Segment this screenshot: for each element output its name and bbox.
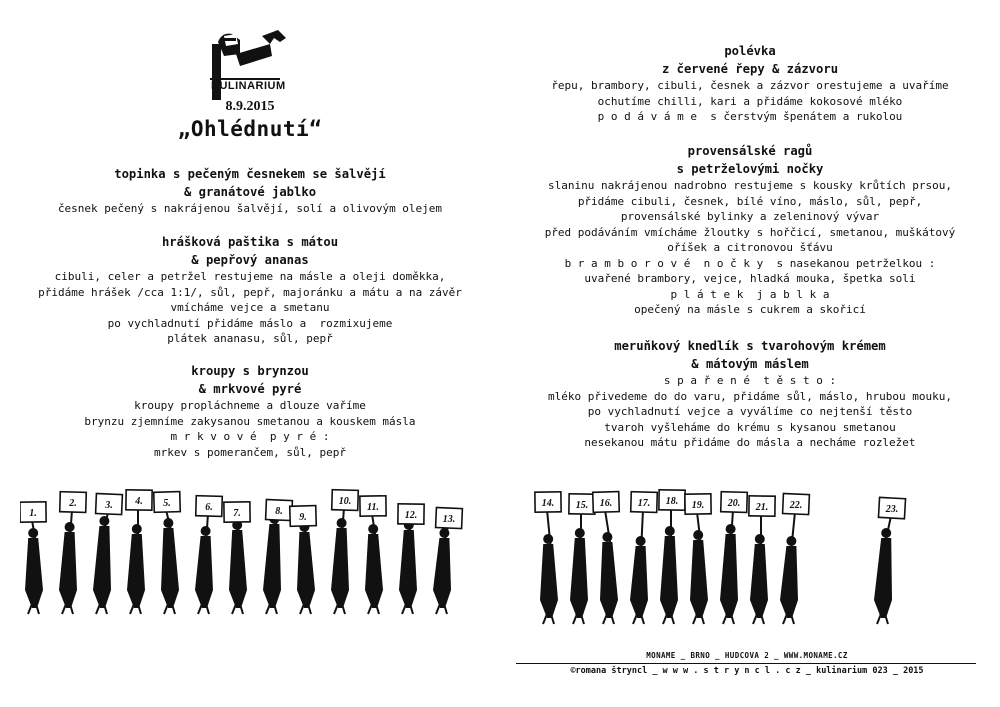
recipe-line: ochutíme chilli, kari a přidáme kokosové mléko <box>597 94 903 108</box>
dish-knedlik <box>500 337 1000 451</box>
sign-number: 5. <box>163 498 171 509</box>
recipe-line: brynzu zjemníme zakysanou smetanou a kouskem másla <box>84 414 416 428</box>
sign-number: 22. <box>789 500 803 511</box>
recipe-line: přidáme cibuli, česnek, bílé víno, máslo, sůl, pepř, <box>577 194 923 208</box>
recipe-line: p o d á v á m e s čerstvým špenátem a rukolou <box>597 110 903 123</box>
sign-figure <box>93 494 122 614</box>
dish-name: kroupy s brynzou <box>191 364 309 378</box>
sign-figure <box>630 492 657 624</box>
sign-number: 23. <box>885 504 899 515</box>
recipe-line: nesekanou mátu přidáme do másla a necháme rozležet <box>584 436 916 449</box>
recipe-line: mléko přivedeme do do varu, přidáme sůl, máslo, hrubou mouku, <box>548 389 952 403</box>
recipe-line: česnek pečený s nakrájenou šalvějí, solí a olivovým olejem <box>57 202 443 215</box>
footer-credit: ©romana štryncl _ w w w . s t r y n c l . c z _ kulinarium 023 _ 2015 <box>570 666 924 676</box>
sign-number: 20. <box>727 498 741 509</box>
recipe-line: přidáme hrášek /cca 1:1/, sůl, pepř, majoránku a mátu a na závěr <box>38 285 462 299</box>
recipe-line: b r a m b o r o v é n o č k y s nasekanou petrželkou : <box>564 256 936 270</box>
sign-number: 11. <box>367 502 379 513</box>
sign-number: 1. <box>29 508 37 519</box>
sign-figure <box>659 490 685 624</box>
sign-figure <box>360 496 386 614</box>
sign-number: 13. <box>442 514 456 525</box>
recipe-line: mrkev s pomerančem, sůl, pepř <box>153 445 347 459</box>
recipe-line: m r k v o v é p y r é : <box>170 430 330 443</box>
sign-number: 14. <box>541 498 555 509</box>
sign-number: 4. <box>135 496 143 507</box>
sign-figure <box>780 494 809 624</box>
logo-text: KULINARIUM <box>211 80 286 92</box>
footer-divider <box>516 663 976 664</box>
sign-number: 10. <box>338 496 352 507</box>
dish-kroupy <box>0 362 500 460</box>
dish-ragu <box>500 142 1000 318</box>
dish-name: hrášková paštika s mátou <box>161 235 339 249</box>
recipe-line: řepu, brambory, cibuli, česnek a zázvor orestujeme a uvaříme <box>551 79 949 92</box>
sign-number: 18. <box>665 496 679 507</box>
sign-figure <box>59 492 86 614</box>
sign-figure <box>433 508 462 614</box>
sign-figure <box>290 506 317 614</box>
dish-name: & pepřový ananas <box>191 253 309 267</box>
recipe-line: cibuli, celer a petržel restujeme na másle a oleji doměkka, <box>54 270 446 283</box>
sign-figure <box>749 496 775 624</box>
sign-number: 6. <box>205 502 213 513</box>
recipe-line: oříšek a citronovou šťávu <box>667 241 833 254</box>
sign-figure <box>398 504 424 614</box>
recipe-line: p l á t e k j a b l k a <box>670 287 830 301</box>
sign-number: 2. <box>69 498 77 509</box>
sign-figure <box>535 492 561 624</box>
recipe-line: uvařené brambory, vejce, hladká mouka, špetka soli <box>584 272 916 285</box>
figures-illustration-left <box>20 478 480 628</box>
sign-number: 16. <box>599 498 613 509</box>
sign-figure <box>593 492 620 624</box>
dish-name: z červené řepy & zázvoru <box>661 62 839 76</box>
recipe-line: před podáváním vmícháme žloutky s hořčicí, smetanou, muškátový <box>544 225 956 239</box>
sign-figure <box>263 500 292 614</box>
sign-number: 7. <box>233 508 241 519</box>
dish-name: polévka <box>724 44 776 58</box>
dish-name: meruňkový knedlík s tvarohovým krémem <box>614 339 886 353</box>
sign-figure <box>685 494 711 624</box>
sign-number: 12. <box>404 510 418 521</box>
dish-name: & mátovým máslem <box>691 357 809 371</box>
sign-number: 15. <box>575 500 589 511</box>
recipe-line: s p a ř e n é t ě s t o : <box>663 374 837 387</box>
sign-figure <box>331 490 358 614</box>
dish-polevka <box>500 42 1000 125</box>
sign-figure <box>154 492 181 614</box>
sign-number: 17. <box>637 498 651 509</box>
dish-name: topinka s pečeným česnekem se šalvějí <box>114 167 386 181</box>
sign-number: 19. <box>691 500 705 511</box>
recipe-line: kroupy propláchneme a dlouze vaříme <box>134 399 366 412</box>
sign-figure <box>720 492 747 624</box>
recipe-line: po vychladnutí přidáme máslo a rozmixujeme <box>107 316 393 330</box>
recipe-line: tvaroh vyšleháme do krému s kysanou smetanou <box>604 420 896 434</box>
recipe-line: vmícháme vejce a smetanu <box>170 301 330 314</box>
sign-number: 21. <box>755 502 769 513</box>
dish-hraskova-pastika <box>0 233 500 347</box>
menu-title: „Ohlédnutí“ <box>177 117 323 141</box>
dish-name: & granátové jablko <box>183 185 317 199</box>
recipe-line: slaninu nakrájenou nadrobno restujeme s kousky krůtích prsou, <box>548 179 952 192</box>
sign-figure <box>195 496 222 614</box>
dish-name: & mrkvové pyré <box>198 382 302 396</box>
dish-name: provensálské ragů <box>687 144 813 158</box>
dish-name: s petrželovými nočky <box>676 162 824 176</box>
sign-figure <box>874 497 906 624</box>
recipe-line: po vychladnutí vejce a vyválíme co nejtenší těsto <box>587 405 913 418</box>
recipe-line: opečený na másle s cukrem a skořicí <box>634 303 866 316</box>
sign-figure <box>569 494 595 624</box>
footer-address: MONAME _ BRNO _ HUDCOVA 2 _ WWW.MONAME.CZ <box>646 651 848 660</box>
sign-number: 8. <box>275 506 283 517</box>
menu-date: 8.9.2015 <box>225 99 275 114</box>
figures-illustration-right <box>525 478 985 648</box>
sign-number: 3. <box>105 500 113 511</box>
sign-number: 9. <box>299 512 307 523</box>
sign-figure <box>126 490 152 614</box>
recipe-line: plátek ananasu, sůl, pepř <box>167 332 333 345</box>
sign-figure <box>20 502 46 614</box>
sign-figure <box>224 502 250 614</box>
dish-topinka <box>0 165 500 217</box>
recipe-line: provensálské bylinky a zeleninový vývar <box>620 210 880 223</box>
